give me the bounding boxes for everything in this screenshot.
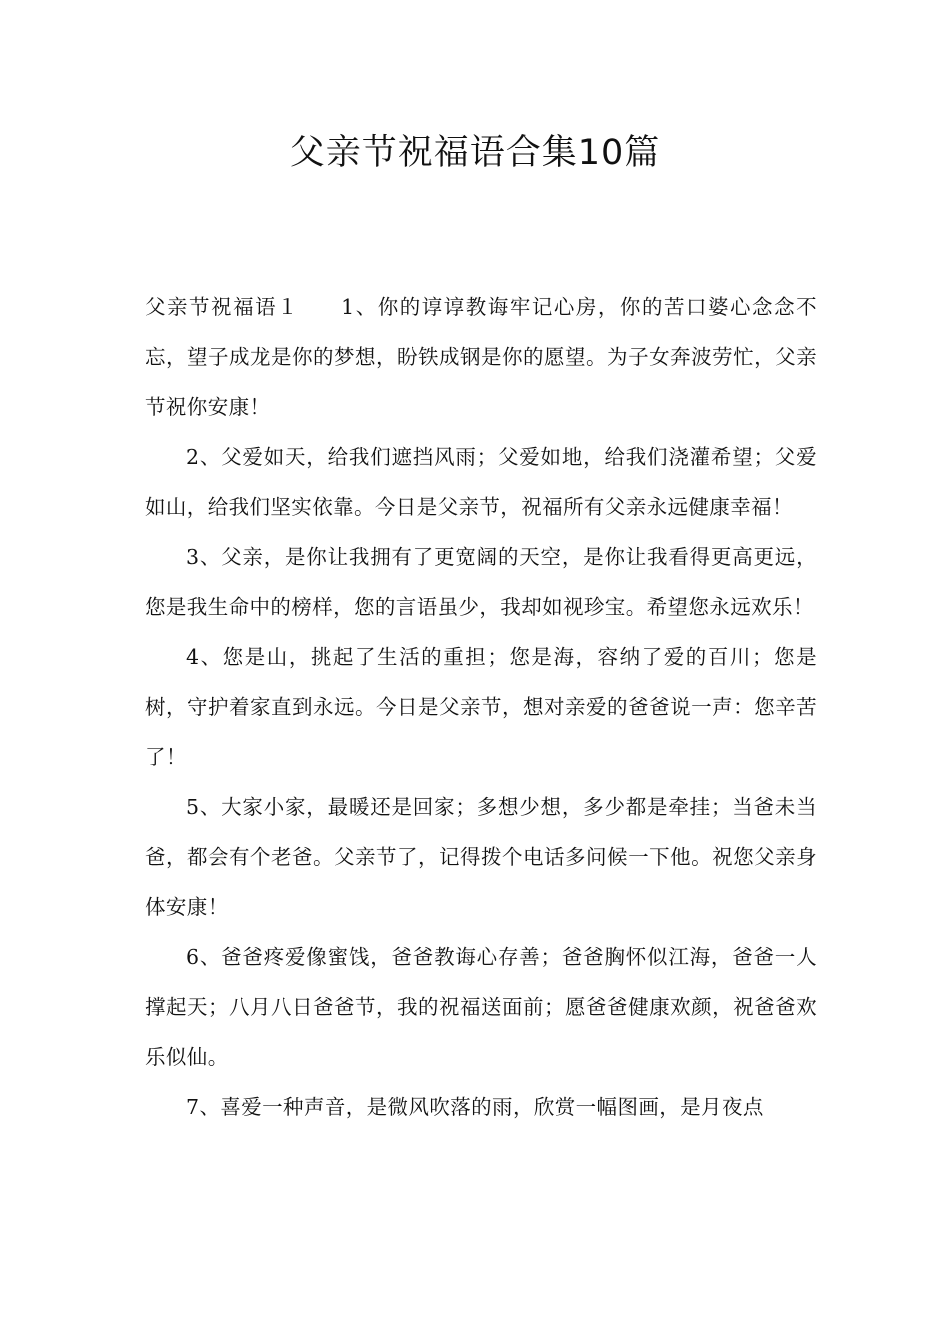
paragraph-3: 3、父亲，是你让我拥有了更宽阔的天空，是你让我看得更高更远，您是我生命中的榜样，您的言语虽少，我却如视珍宝。希望您永远欢乐！ — [145, 545, 817, 619]
paragraph-4: 4、您是山，挑起了生活的重担；您是海，容纳了爱的百川；您是树，守护着家直到永远。今日是父亲节，想对亲爱的爸爸说一声：您辛苦了！ — [145, 645, 817, 769]
document-body — [145, 282, 817, 1132]
paragraph-6: 6、爸爸疼爱像蜜饯，爸爸教诲心存善；爸爸胸怀似江海，爸爸一人撑起天；八月八日爸爸节，我的祝福送面前；愿爸爸健康欢颜，祝爸爸欢乐似仙。 — [145, 945, 817, 1069]
paragraph-2: 2、父爱如天，给我们遮挡风雨；父爱如地，给我们浇灌希望；父爱如山，给我们坚实依靠。今日是父亲节，祝福所有父亲永远健康幸福！ — [145, 445, 817, 519]
paragraph-7: 7、喜爱一种声音，是微风吹落的雨，欣赏一幅图画，是月夜点 — [186, 1095, 764, 1119]
section-heading: 父亲节祝福语１ — [145, 295, 300, 319]
paragraph-1-text: 1、你的谆谆教诲牢记心房，你的苦口婆心念念不忘，望子成龙是你的梦想，盼铁成钢是你的愿望。为子女奔波劳忙，父亲节祝你安康！ — [145, 295, 817, 419]
document-title: 父亲节祝福语合集10篇 — [289, 133, 661, 173]
paragraph-1 — [145, 282, 817, 432]
paragraph-5: 5、大家小家，最暖还是回家；多想少想，多少都是牵挂；当爸未当爸，都会有个老爸。父亲节了，记得拨个电话多问候一下他。祝您父亲身体安康！ — [145, 795, 817, 919]
